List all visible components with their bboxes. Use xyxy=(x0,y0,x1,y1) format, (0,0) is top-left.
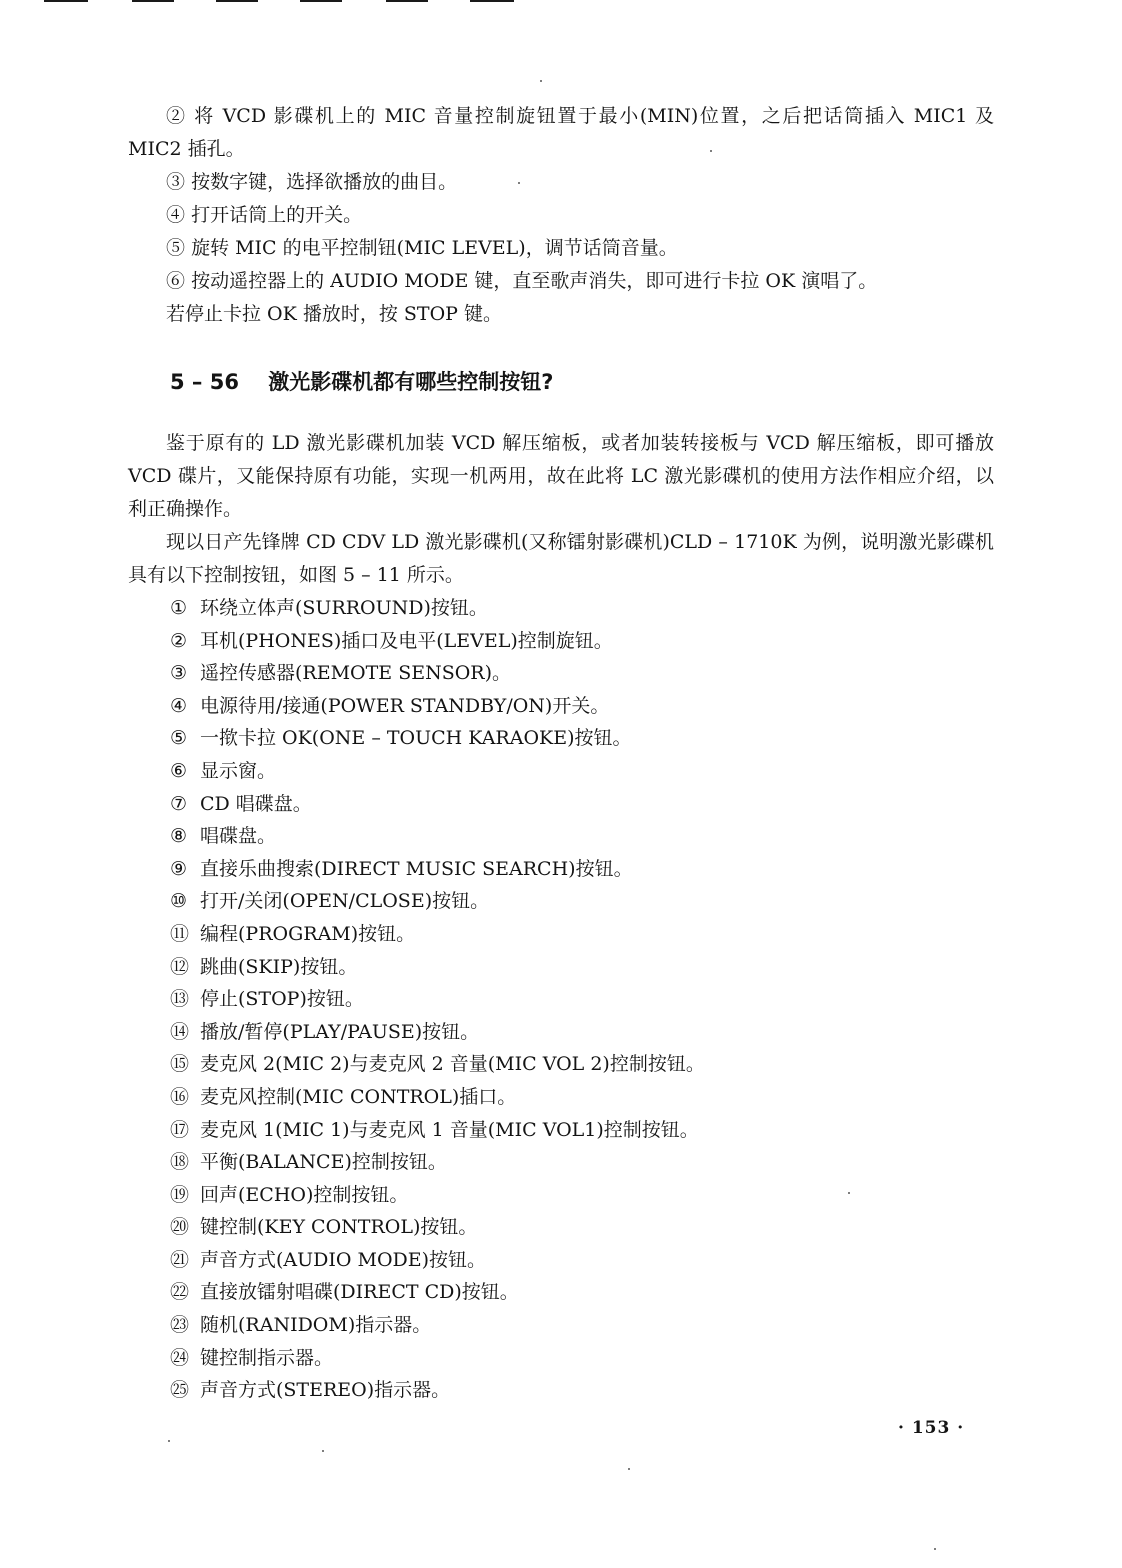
intro-item-4: ④ 打开话筒上的开关。 xyxy=(166,204,363,226)
list-item: ⑰ 麦克风 1(MIC 1)与麦克风 1 音量(MIC VOL1)控制按钮。 xyxy=(170,1118,699,1141)
paragraph-2: 现以日产先锋牌 CD CDV LD 激光影碟机(又称镭射影碟机)CLD – 1710K 为例，说明激光影碟机具有以下控制按钮，如图 5 – 11 所示。 xyxy=(128,531,994,586)
list-item: ⑫ 跳曲(SKIP)按钮。 xyxy=(170,955,358,978)
controls-list xyxy=(128,592,994,1407)
section-title: 激光影碟机都有哪些控制按钮? xyxy=(268,370,554,394)
list-item: ① 环绕立体声(SURROUND)按钮。 xyxy=(170,597,488,619)
list-item: ⑩ 打开/关闭(OPEN/CLOSE)按钮。 xyxy=(170,890,490,913)
list-item: ㉕ 声音方式(STEREO)指示器。 xyxy=(170,1379,451,1402)
paragraph-1: 鉴于原有的 LD 激光影碟机加装 VCD 解压缩板，或者加装转接板与 VCD 解压缩板，即可播放 VCD 碟片，又能保持原有功能，实现一机两用，故在此将 LC 激光影碟机的使用方法作相应介绍，以利正确操作。 xyxy=(128,432,994,520)
list-item: ⑧ 唱碟盘。 xyxy=(170,825,277,848)
intro-item-5: ⑤ 旋转 MIC 的电平控制钮(MIC LEVEL)，调节话筒音量。 xyxy=(166,237,678,259)
list-item: ⑯ 麦克风控制(MIC CONTROL)插口。 xyxy=(170,1085,517,1108)
list-item: ⑬ 停止(STOP)按钮。 xyxy=(170,988,364,1011)
list-item: ⑤ 一揿卡拉 OK(ONE – TOUCH KARAOKE)按钮。 xyxy=(170,727,632,750)
list-item: ④ 电源待用/接通(POWER STANDBY/ON)开关。 xyxy=(170,694,610,717)
list-item: ⑲ 回声(ECHO)控制按钮。 xyxy=(170,1183,409,1206)
list-item: ⑭ 播放/暂停(PLAY/PAUSE)按钮。 xyxy=(170,1020,480,1043)
list-item: ⑦ CD 唱碟盘。 xyxy=(170,792,312,815)
list-item: ㉒ 直接放镭射唱碟(DIRECT CD)按钮。 xyxy=(170,1281,519,1304)
stop-note: 若停止卡拉 OK 播放时，按 STOP 键。 xyxy=(166,303,502,325)
list-item: ③ 遥控传感器(REMOTE SENSOR)。 xyxy=(170,662,512,685)
page-body xyxy=(128,100,994,1407)
list-item: ⑳ 键控制(KEY CONTROL)按钮。 xyxy=(170,1216,478,1239)
section-number: 5 – 56 xyxy=(170,370,239,394)
list-item: ⑱ 平衡(BALANCE)控制按钮。 xyxy=(170,1151,447,1174)
intro-item-2: ② 将 VCD 影碟机上的 MIC 音量控制旋钮置于最小(MIN)位置，之后把话筒插入 MIC1 及 MIC2 插孔。 xyxy=(128,105,994,160)
section-heading xyxy=(170,367,994,397)
list-item: ⑨ 直接乐曲搜索(DIRECT MUSIC SEARCH)按钮。 xyxy=(170,857,633,880)
list-item: ② 耳机(PHONES)插口及电平(LEVEL)控制旋钮。 xyxy=(170,629,613,652)
list-item: ⑪ 编程(PROGRAM)按钮。 xyxy=(170,922,416,945)
top-rules xyxy=(0,0,1122,4)
intro-item-6: ⑥ 按动遥控器上的 AUDIO MODE 键，直至歌声消失，即可进行卡拉 OK 演唱了。 xyxy=(166,270,878,292)
list-item: ㉔ 键控制指示器。 xyxy=(170,1346,334,1369)
page-number: · 153 · xyxy=(898,1418,965,1438)
list-item: ⑥ 显示窗。 xyxy=(170,759,277,782)
list-item: ㉑ 声音方式(AUDIO MODE)按钮。 xyxy=(170,1248,487,1271)
list-item: ㉓ 随机(RANIDOM)指示器。 xyxy=(170,1314,432,1337)
intro-item-3: ③ 按数字键，选择欲播放的曲目。 xyxy=(166,171,458,193)
list-item: ⑮ 麦克风 2(MIC 2)与麦克风 2 音量(MIC VOL 2)控制按钮。 xyxy=(170,1053,705,1076)
